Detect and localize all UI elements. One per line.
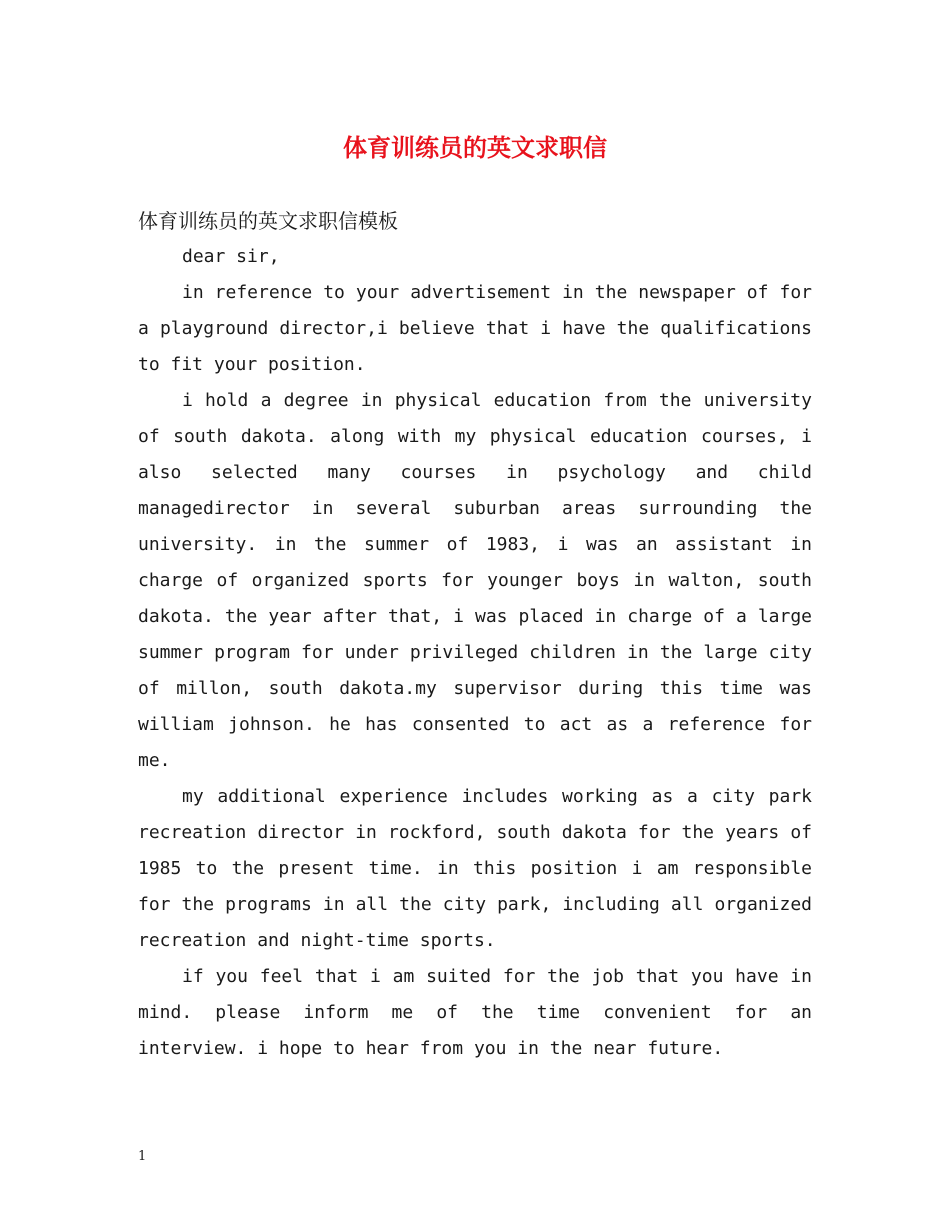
document-subtitle: 体育训练员的英文求职信模板 — [138, 209, 398, 233]
paragraph-intro: in reference to your advertisement in the newspaper of for a playground director,i believe that i have the qualifications to fit your position. — [138, 282, 812, 375]
document-body — [138, 203, 812, 1067]
page-number: 1 — [138, 1149, 147, 1164]
salutation: dear sir, — [182, 246, 280, 267]
paragraph-education: i hold a degree in physical education from the university of south dakota. along with my physical education courses, i also selected many courses in psychology and child managedirector in several suburban areas surrounding the university. in the summer of 1983, i was an assistant in charge of organized sports for younger boys in walton, south dakota. the year after that, i was placed in charge of a large summer program for under privileged children in the large city of millon, south dakota.my supervisor during this time was william johnson. he has consented to act as a reference for me. — [138, 390, 812, 771]
document-title: 体育训练员的英文求职信 — [343, 133, 607, 162]
paragraph-closing: if you feel that i am suited for the job that you have in mind. please inform me of the time convenient for an interview. i hope to hear from you in the near future. — [138, 966, 812, 1059]
paragraph-experience: my additional experience includes working as a city park recreation director in rockford, south dakota for the years of 1985 to the present time. in this position i am responsible for the programs in all the city park, including all organized recreation and night-time sports. — [138, 786, 812, 951]
